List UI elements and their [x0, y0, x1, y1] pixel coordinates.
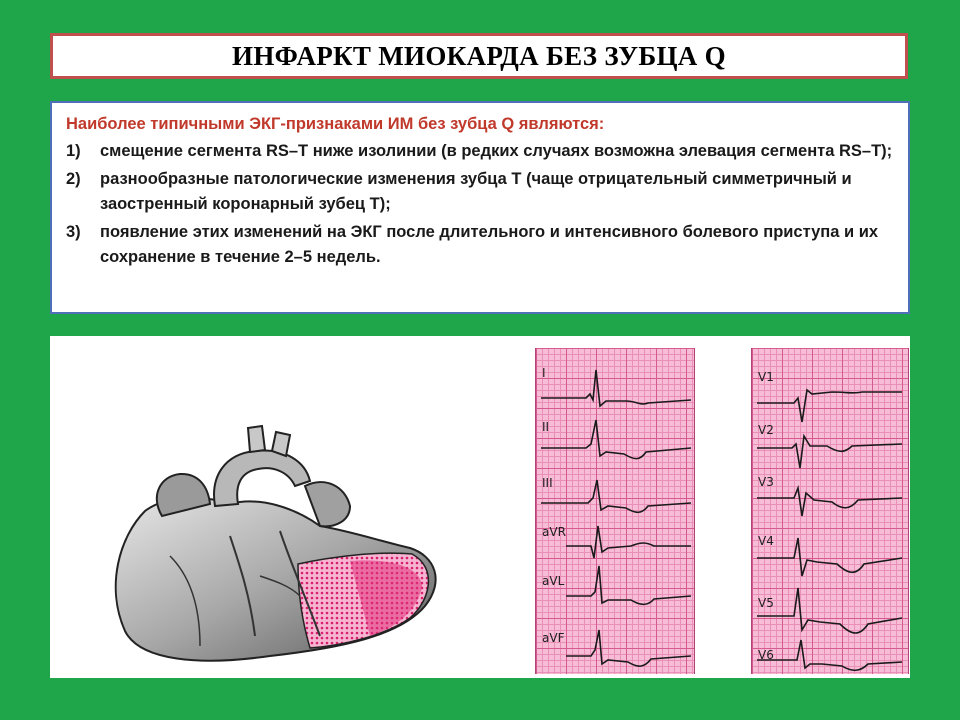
lead-label: V5	[758, 596, 774, 610]
chest-leads-traces	[752, 348, 908, 674]
criteria-item	[66, 167, 894, 217]
lead-label: I	[542, 366, 546, 380]
ecg-criteria-box	[50, 101, 910, 314]
criteria-intro: Наиболее типичными ЭКГ-признаками ИМ без зубца Q являются:	[66, 115, 605, 133]
lead-label: V4	[758, 534, 774, 548]
item-text: разнообразные патологические изменения зубца T (чаще отрицательный симметричный и заостренный коронарный зубец T);	[100, 170, 852, 213]
item-number: 1)	[66, 142, 81, 160]
lead-label: II	[542, 420, 550, 434]
illustration-panel	[50, 336, 910, 678]
criteria-list	[66, 139, 894, 270]
chest-leads-ecg	[751, 348, 909, 674]
title-box	[50, 33, 908, 79]
lead-label: III	[542, 476, 553, 490]
lead-label: V3	[758, 475, 774, 489]
limb-leads-ecg	[535, 348, 695, 674]
lead-label: aVL	[542, 574, 565, 588]
item-text: появление этих изменений на ЭКГ после длительного и интенсивного болевого приступа и их сохранение в течение 2–5 недель.	[100, 223, 879, 266]
lead-label: V6	[758, 648, 774, 662]
item-text: смещение сегмента RS–T ниже изолинии (в редких случаях возможна элевация сегмента RS–T);	[100, 142, 893, 160]
lead-label: V2	[758, 423, 774, 437]
criteria-item	[66, 220, 894, 270]
criteria-item	[66, 139, 894, 164]
heart-illustration	[50, 336, 470, 678]
aorta	[214, 451, 310, 506]
item-number: 2)	[66, 170, 81, 188]
lead-label: aVR	[542, 525, 566, 539]
lead-label: V1	[758, 370, 774, 384]
item-number: 3)	[66, 223, 81, 241]
limb-leads-traces	[536, 348, 694, 674]
lead-label: aVF	[542, 631, 565, 645]
slide-title: ИНФАРКТ МИОКАРДА БЕЗ ЗУБЦА Q	[232, 40, 726, 71]
